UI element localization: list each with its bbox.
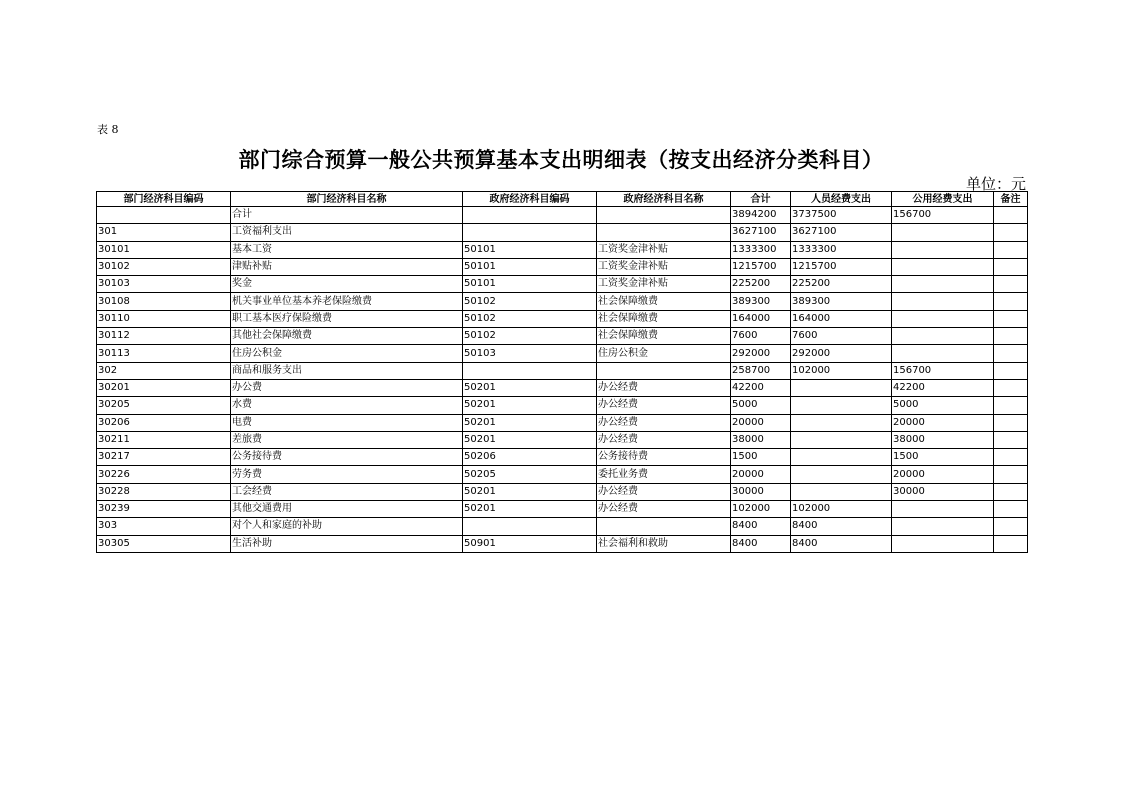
personnel-cell: 292000 [791,345,892,362]
gov-code-cell: 50101 [463,241,597,258]
personnel-cell: 102000 [791,362,892,379]
personnel-cell: 102000 [791,501,892,518]
unit-label: 单位：元 [965,175,1026,193]
gov-name-cell [597,518,731,535]
remark-cell [994,328,1028,345]
remark-cell [994,207,1028,224]
gov-name-cell: 办公经费 [597,501,731,518]
gov-code-cell: 50206 [463,449,597,466]
public-cell: 1500 [892,449,994,466]
table-row [97,293,1028,310]
dept-name-cell: 工资福利支出 [231,224,463,241]
gov-name-cell: 社会福利和救助 [597,535,731,552]
dept-code-header: 部门经济科目编码 [97,192,231,207]
gov-code-cell: 50102 [463,293,597,310]
public-cell: 5000 [892,397,994,414]
public-cell [892,258,994,275]
total-cell: 225200 [731,276,791,293]
gov-name-cell: 住房公积金 [597,345,731,362]
gov-name-cell: 工资奖金津补贴 [597,276,731,293]
gov-name-cell: 社会保障缴费 [597,293,731,310]
remark-cell [994,483,1028,500]
gov-name-cell: 办公经费 [597,397,731,414]
dept-code-cell: 301 [97,224,231,241]
gov-name-header: 政府经济科目名称 [597,192,731,207]
gov-code-cell: 50102 [463,310,597,327]
table-row [97,501,1028,518]
total-cell: 38000 [731,431,791,448]
expenditure-detail-table [96,191,1028,553]
public-cell [892,241,994,258]
gov-code-cell [463,207,597,224]
table-row [97,397,1028,414]
total-cell: 3627100 [731,224,791,241]
public-cell: 20000 [892,466,994,483]
gov-name-cell: 办公经费 [597,414,731,431]
dept-name-cell: 其他社会保障缴费 [231,328,463,345]
remark-cell [994,310,1028,327]
total-cell: 8400 [731,518,791,535]
remark-cell [994,397,1028,414]
dept-name-cell: 差旅费 [231,431,463,448]
gov-code-cell: 50201 [463,379,597,396]
gov-code-cell: 50101 [463,276,597,293]
table-row [97,449,1028,466]
remark-cell [994,518,1028,535]
gov-name-cell [597,224,731,241]
personnel-cell [791,414,892,431]
gov-name-cell: 工资奖金津补贴 [597,241,731,258]
remark-header: 备注 [994,192,1028,207]
total-cell: 8400 [731,535,791,552]
dept-code-cell [97,207,231,224]
dept-name-cell: 公务接待费 [231,449,463,466]
dept-code-cell: 30206 [97,414,231,431]
dept-name-cell: 电费 [231,414,463,431]
gov-name-cell: 工资奖金津补贴 [597,258,731,275]
dept-code-cell: 30112 [97,328,231,345]
table-row [97,241,1028,258]
dept-code-cell: 30103 [97,276,231,293]
total-header: 合计 [731,192,791,207]
dept-code-cell: 30101 [97,241,231,258]
personnel-cell: 3627100 [791,224,892,241]
public-cell [892,224,994,241]
total-cell: 292000 [731,345,791,362]
personnel-cell: 7600 [791,328,892,345]
public-cell: 38000 [892,431,994,448]
remark-cell [994,241,1028,258]
public-cell [892,328,994,345]
gov-code-cell: 50101 [463,258,597,275]
dept-name-cell: 对个人和家庭的补助 [231,518,463,535]
remark-cell [994,501,1028,518]
personnel-cell [791,379,892,396]
gov-name-cell: 社会保障缴费 [597,310,731,327]
dept-code-cell: 30305 [97,535,231,552]
dept-name-cell: 奖金 [231,276,463,293]
total-cell: 1500 [731,449,791,466]
gov-name-cell [597,207,731,224]
table-row [97,414,1028,431]
public-cell [892,310,994,327]
dept-name-cell: 职工基本医疗保险缴费 [231,310,463,327]
remark-cell [994,379,1028,396]
personnel-cell: 389300 [791,293,892,310]
dept-name-cell: 劳务费 [231,466,463,483]
public-cell: 42200 [892,379,994,396]
remark-cell [994,535,1028,552]
personnel-cell: 1333300 [791,241,892,258]
personnel-cell [791,483,892,500]
personnel-cell [791,466,892,483]
page-title: 部门综合预算一般公共预算基本支出明细表（按支出经济分类科目） [238,147,884,172]
personnel-cell: 225200 [791,276,892,293]
dept-name-cell: 机关事业单位基本养老保险缴费 [231,293,463,310]
total-cell: 258700 [731,362,791,379]
table-row [97,518,1028,535]
table-row [97,535,1028,552]
public-header: 公用经费支出 [892,192,994,207]
personnel-cell: 1215700 [791,258,892,275]
total-cell: 20000 [731,466,791,483]
dept-code-cell: 302 [97,362,231,379]
dept-code-cell: 30211 [97,431,231,448]
table-header-row [97,192,1028,207]
public-cell [892,276,994,293]
public-cell: 156700 [892,362,994,379]
total-cell: 1333300 [731,241,791,258]
table-row [97,345,1028,362]
dept-name-cell: 津贴补贴 [231,258,463,275]
gov-code-cell [463,518,597,535]
dept-code-cell: 30108 [97,293,231,310]
gov-code-cell: 50201 [463,483,597,500]
gov-name-cell: 办公经费 [597,431,731,448]
table-row [97,328,1028,345]
dept-name-header: 部门经济科目名称 [231,192,463,207]
table-row [97,258,1028,275]
dept-code-cell: 30110 [97,310,231,327]
gov-code-cell: 50201 [463,431,597,448]
dept-name-cell: 商品和服务支出 [231,362,463,379]
remark-cell [994,276,1028,293]
total-cell: 389300 [731,293,791,310]
dept-name-cell: 合计 [231,207,463,224]
table-row [97,466,1028,483]
total-cell: 164000 [731,310,791,327]
remark-cell [994,414,1028,431]
table-row [97,276,1028,293]
dept-name-cell: 基本工资 [231,241,463,258]
dept-code-cell: 30205 [97,397,231,414]
gov-code-cell: 50103 [463,345,597,362]
dept-code-cell: 303 [97,518,231,535]
total-cell: 1215700 [731,258,791,275]
table-row [97,362,1028,379]
table-row [97,483,1028,500]
total-cell: 3894200 [731,207,791,224]
gov-code-cell: 50201 [463,397,597,414]
gov-name-cell: 委托业务费 [597,466,731,483]
dept-code-cell: 30217 [97,449,231,466]
personnel-cell: 164000 [791,310,892,327]
gov-code-cell [463,362,597,379]
dept-code-cell: 30102 [97,258,231,275]
dept-name-cell: 办公费 [231,379,463,396]
dept-name-cell: 其他交通费用 [231,501,463,518]
dept-code-cell: 30239 [97,501,231,518]
dept-code-cell: 30113 [97,345,231,362]
personnel-cell: 8400 [791,518,892,535]
total-cell: 5000 [731,397,791,414]
remark-cell [994,362,1028,379]
public-cell: 156700 [892,207,994,224]
remark-cell [994,224,1028,241]
gov-name-cell: 公务接待费 [597,449,731,466]
gov-code-cell: 50901 [463,535,597,552]
personnel-header: 人员经费支出 [791,192,892,207]
dept-code-cell: 30201 [97,379,231,396]
total-cell: 7600 [731,328,791,345]
gov-name-cell: 办公经费 [597,483,731,500]
personnel-cell [791,431,892,448]
gov-code-header: 政府经济科目编码 [463,192,597,207]
dept-name-cell: 水费 [231,397,463,414]
remark-cell [994,258,1028,275]
personnel-cell [791,449,892,466]
personnel-cell [791,397,892,414]
remark-cell [994,345,1028,362]
public-cell: 20000 [892,414,994,431]
gov-code-cell: 50201 [463,501,597,518]
personnel-cell: 8400 [791,535,892,552]
dept-code-cell: 30226 [97,466,231,483]
table-row [97,224,1028,241]
gov-code-cell: 50102 [463,328,597,345]
personnel-cell: 3737500 [791,207,892,224]
total-cell: 102000 [731,501,791,518]
dept-name-cell: 住房公积金 [231,345,463,362]
table-row [97,207,1028,224]
gov-name-cell [597,362,731,379]
gov-code-cell [463,224,597,241]
dept-name-cell: 生活补助 [231,535,463,552]
remark-cell [994,431,1028,448]
public-cell [892,345,994,362]
total-cell: 30000 [731,483,791,500]
public-cell: 30000 [892,483,994,500]
gov-code-cell: 50201 [463,414,597,431]
public-cell [892,293,994,310]
remark-cell [994,466,1028,483]
table-row [97,310,1028,327]
table-number: 表 8 [97,123,119,136]
public-cell [892,518,994,535]
dept-code-cell: 30228 [97,483,231,500]
gov-name-cell: 办公经费 [597,379,731,396]
public-cell [892,501,994,518]
total-cell: 42200 [731,379,791,396]
gov-name-cell: 社会保障缴费 [597,328,731,345]
remark-cell [994,293,1028,310]
table-row [97,431,1028,448]
table-row [97,379,1028,396]
gov-code-cell: 50205 [463,466,597,483]
public-cell [892,535,994,552]
total-cell: 20000 [731,414,791,431]
remark-cell [994,449,1028,466]
dept-name-cell: 工会经费 [231,483,463,500]
